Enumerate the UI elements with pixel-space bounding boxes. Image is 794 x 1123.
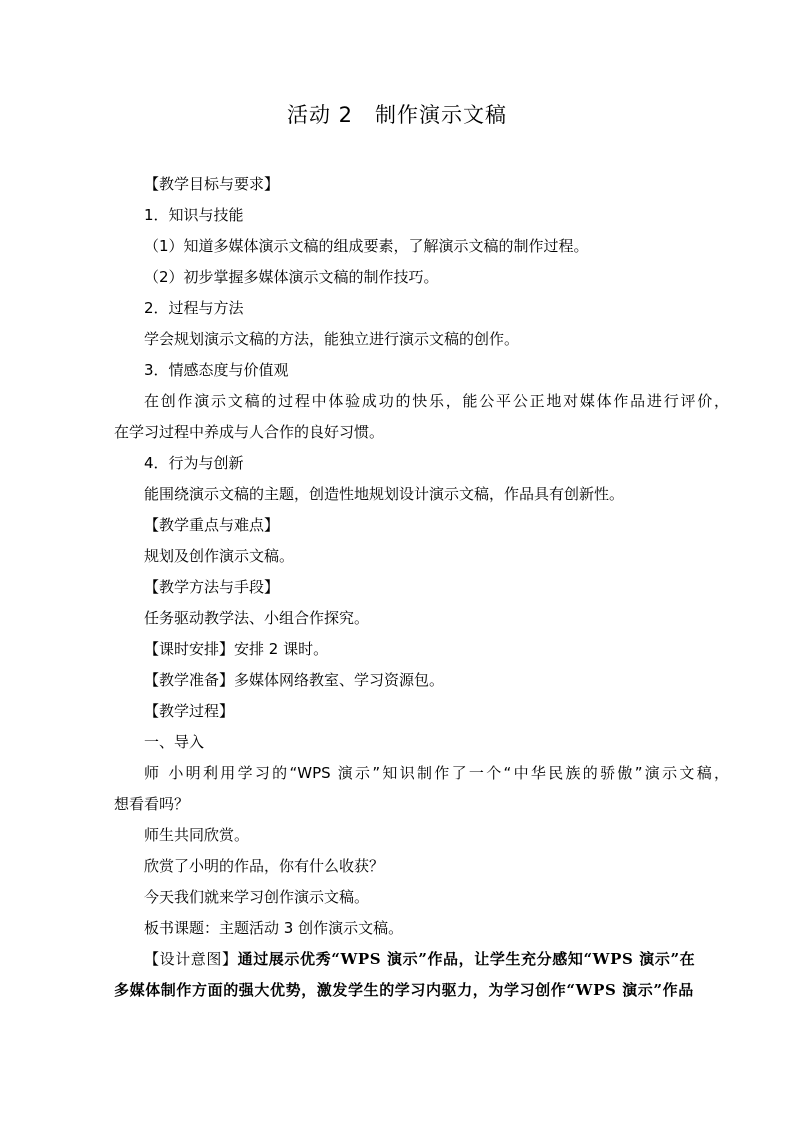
document-title: 活动 2 制作演示文稿 [286, 103, 508, 127]
paragraph-line: 想看看吗？ [114, 795, 190, 813]
heading-key-points: 【教学重点与难点】 [144, 516, 280, 534]
paragraph-line: 欣赏了小明的作品，你有什么收获？ [144, 857, 385, 875]
paragraph-line: （1）知道多媒体演示文稿的组成要素，了解演示文稿的制作过程。 [144, 237, 589, 255]
paragraph-line: 在创作演示文稿的过程中体验成功的快乐，能公平公正地对媒体作品进行评价， [144, 392, 729, 410]
subheading-emotion-values: 3．情感态度与价值观 [144, 361, 289, 379]
paragraph-line: 能围绕演示文稿的主题，创造性地规划设计演示文稿，作品具有创新性。 [144, 485, 625, 503]
paragraph-line: 师 小明利用学习的“WPS 演示”知识制作了一个“中华民族的骄傲”演示文稿， [144, 764, 729, 782]
paragraph-line: 今天我们就来学习创作演示文稿。 [144, 888, 370, 906]
paragraph-preparation: 【教学准备】多媒体网络教室、学习资源包。 [144, 671, 445, 689]
paragraph-schedule: 【课时安排】安排 2 课时。 [144, 640, 329, 658]
subheading-behavior-innovation: 4．行为与创新 [144, 454, 244, 472]
heading-teaching-process: 【教学过程】 [144, 702, 235, 720]
paragraph-line: 学会规划演示文稿的方法，能独立进行演示文稿的创作。 [144, 330, 520, 348]
design-intent-label: 【设计意图】 [144, 950, 238, 968]
paragraph-line: 在学习过程中养成与人合作的良好习惯。 [114, 423, 385, 441]
heading-methods: 【教学方法与手段】 [144, 578, 280, 596]
paragraph-line: 任务驱动教学法、小组合作探究。 [144, 609, 370, 627]
paragraph-line: （2）初步掌握多媒体演示文稿的制作技巧。 [144, 268, 439, 286]
design-intent-text: 通过展示优秀“WPS 演示”作品，让学生充分感知“WPS 演示”在 [237, 950, 696, 968]
design-intent-continuation: 多媒体制作方面的强大优势，激发学生的学习内驱力，为学习创作“WPS 演示”作品 [114, 981, 694, 999]
section-introduction: 一、导入 [144, 733, 205, 751]
paragraph-line: 规划及创作演示文稿。 [144, 547, 295, 565]
paragraph-line: 板书课题：主题活动 3 创作演示文稿。 [144, 919, 404, 937]
design-intent-line [114, 949, 729, 969]
paragraph-line: 师生共同欣赏。 [144, 826, 250, 844]
subheading-process-method: 2．过程与方法 [144, 299, 244, 317]
subheading-knowledge-skills: 1．知识与技能 [144, 206, 244, 224]
heading-objectives: 【教学目标与要求】 [144, 175, 280, 193]
